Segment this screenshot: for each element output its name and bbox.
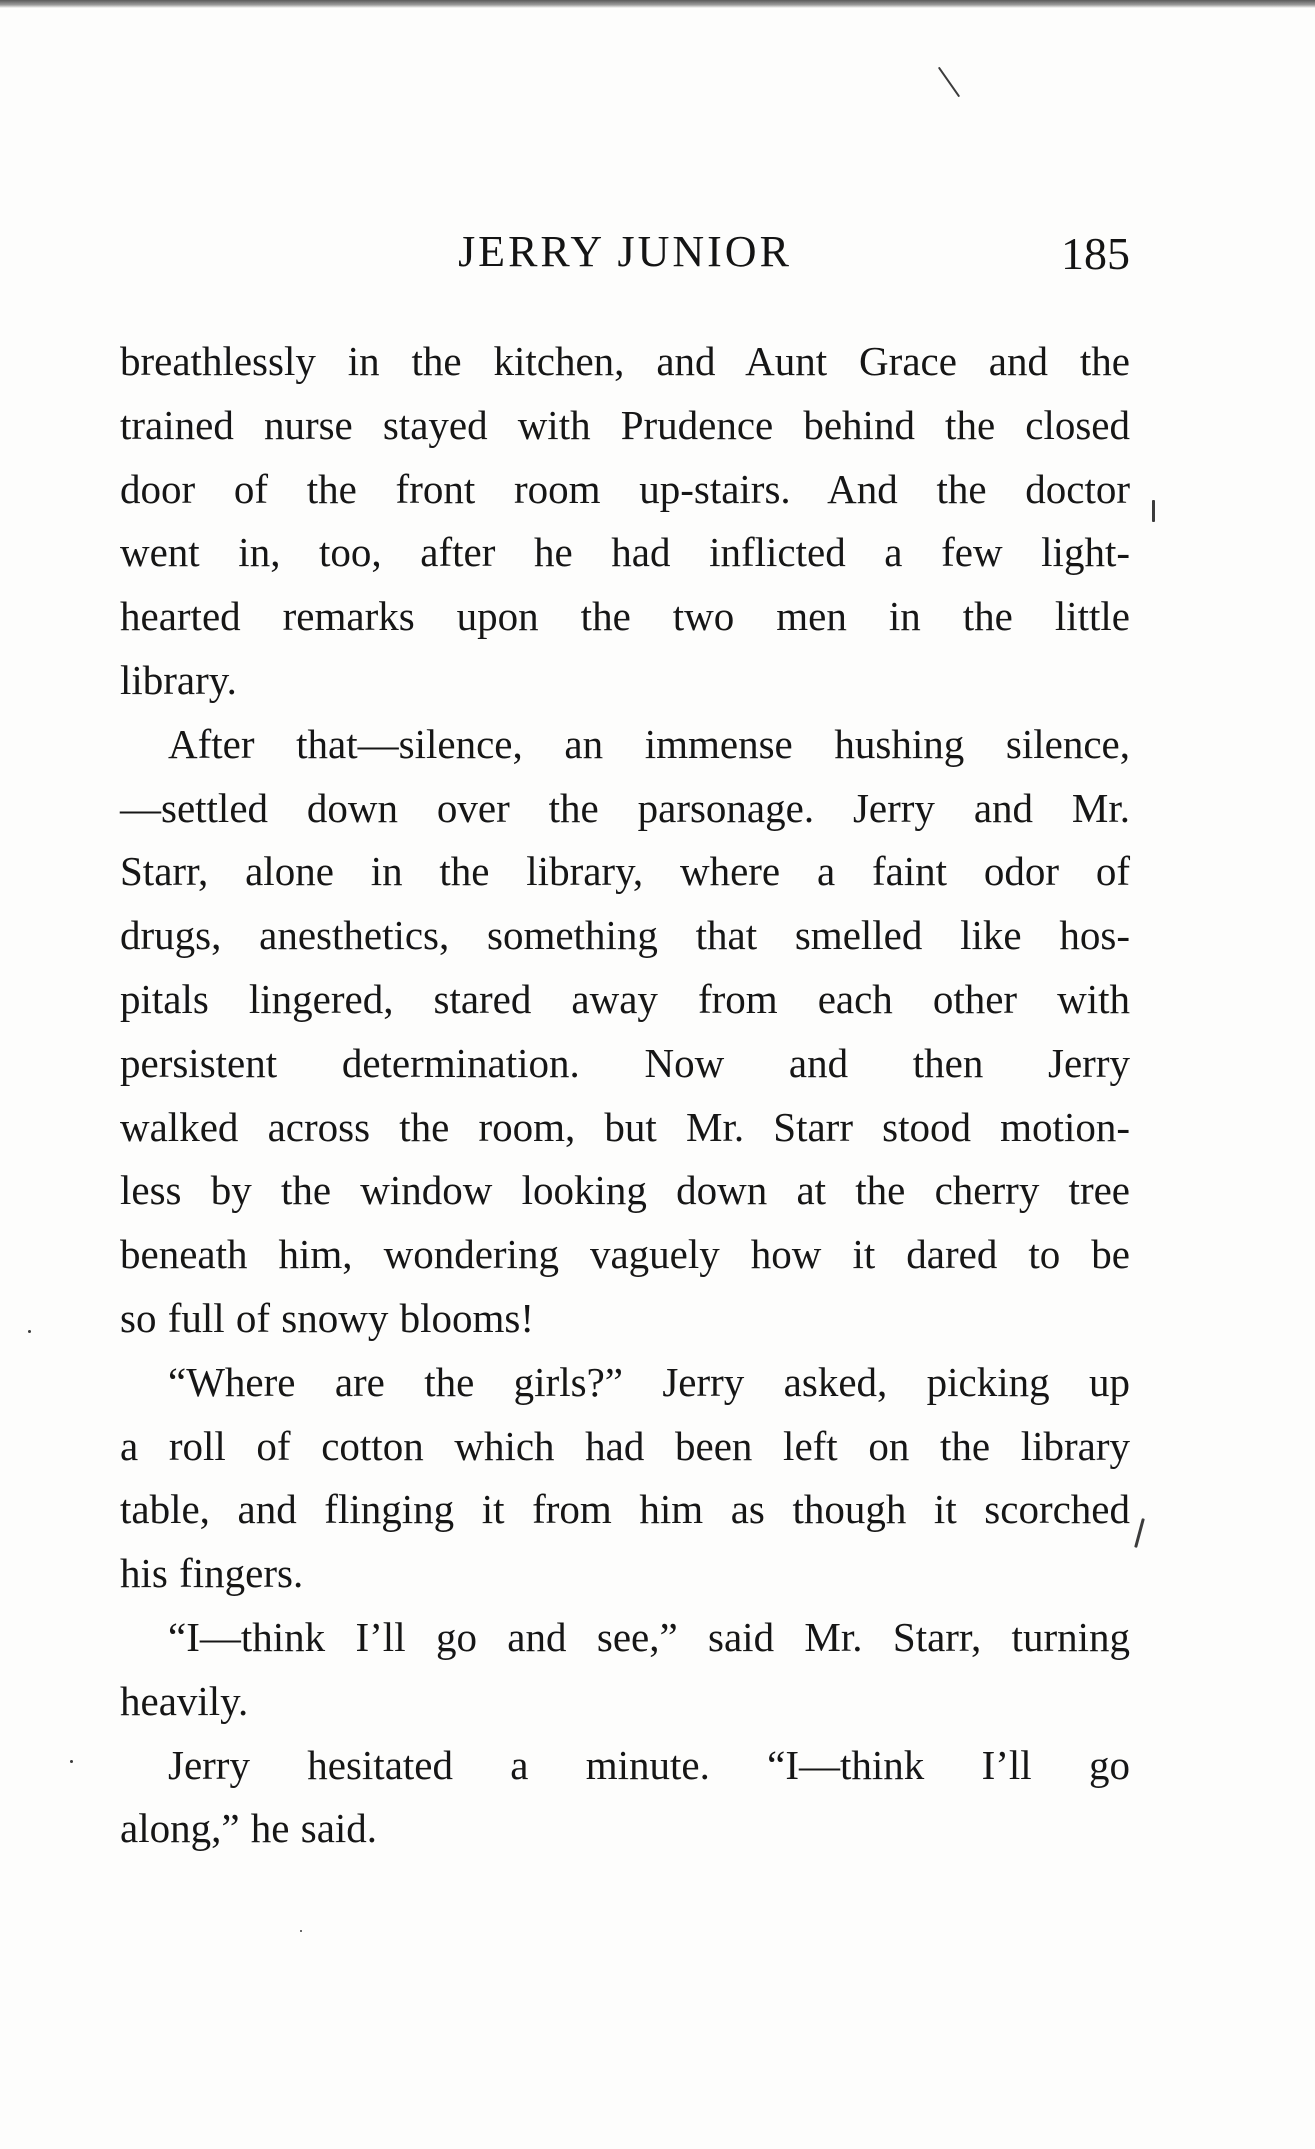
- text-line: a roll of cotton which had been left on the library: [120, 1422, 1130, 1469]
- scan-mark: [28, 1330, 31, 1333]
- scan-mark: [300, 1930, 302, 1932]
- text-line: Starr, alone in the library, where a faint odor of: [120, 848, 1130, 895]
- paragraph: [120, 713, 1130, 1351]
- page-number: 185: [1061, 228, 1130, 279]
- text-line: along,” he said.: [120, 1805, 378, 1852]
- text-line: heavily.: [120, 1677, 249, 1724]
- text-line: —settled down over the parsonage. Jerry and Mr.: [120, 784, 1130, 831]
- scan-mark: [70, 1760, 73, 1763]
- text-line: beneath him, wondering vaguely how it dared to be: [120, 1231, 1130, 1278]
- text-line: less by the window looking down at the cherry tree: [120, 1167, 1130, 1214]
- text-line: Jerry hesitated a minute. “I—think I’ll go: [168, 1741, 1130, 1788]
- text-line: walked across the room, but Mr. Starr stood motion-: [120, 1103, 1130, 1150]
- text-line: persistent determination. Now and then Jerry: [120, 1039, 1130, 1086]
- text-line: went in, too, after he had inflicted a few light-: [120, 529, 1130, 576]
- text-line: his fingers.: [120, 1550, 304, 1597]
- paragraph: [120, 330, 1130, 713]
- scan-mark: [1152, 500, 1155, 522]
- text-line: table, and flinging it from him as though it scorched: [120, 1486, 1130, 1533]
- paragraph: [120, 1734, 1130, 1862]
- scan-top-edge: [0, 0, 1315, 8]
- text-line: so full of snowy blooms!: [120, 1294, 534, 1341]
- text-line: library.: [120, 656, 237, 703]
- text-line: hearted remarks upon the two men in the little: [120, 593, 1130, 640]
- text-line: breathlessly in the kitchen, and Aunt Grace and the: [120, 338, 1130, 384]
- text-line: door of the front room up-stairs. And the doctor: [120, 465, 1130, 512]
- text-line: “I—think I’ll go and see,” said Mr. Starr, turning: [168, 1613, 1130, 1660]
- body-text: [120, 330, 1130, 1861]
- paragraph: [120, 1606, 1130, 1734]
- running-title: JERRY JUNIOR: [458, 227, 792, 276]
- text-line: trained nurse stayed with Prudence behind the closed: [120, 401, 1130, 448]
- running-head: [120, 222, 1130, 282]
- text-line: “Where are the girls?” Jerry asked, picking up: [168, 1358, 1130, 1405]
- text-line: After that—silence, an immense hushing silence,: [168, 720, 1130, 767]
- scan-mark: [938, 67, 960, 98]
- scan-mark: [1134, 1518, 1145, 1548]
- text-line: drugs, anesthetics, something that smelled like hos-: [120, 912, 1130, 959]
- paragraph: [120, 1351, 1130, 1606]
- text-line: pitals lingered, stared away from each other with: [120, 975, 1130, 1022]
